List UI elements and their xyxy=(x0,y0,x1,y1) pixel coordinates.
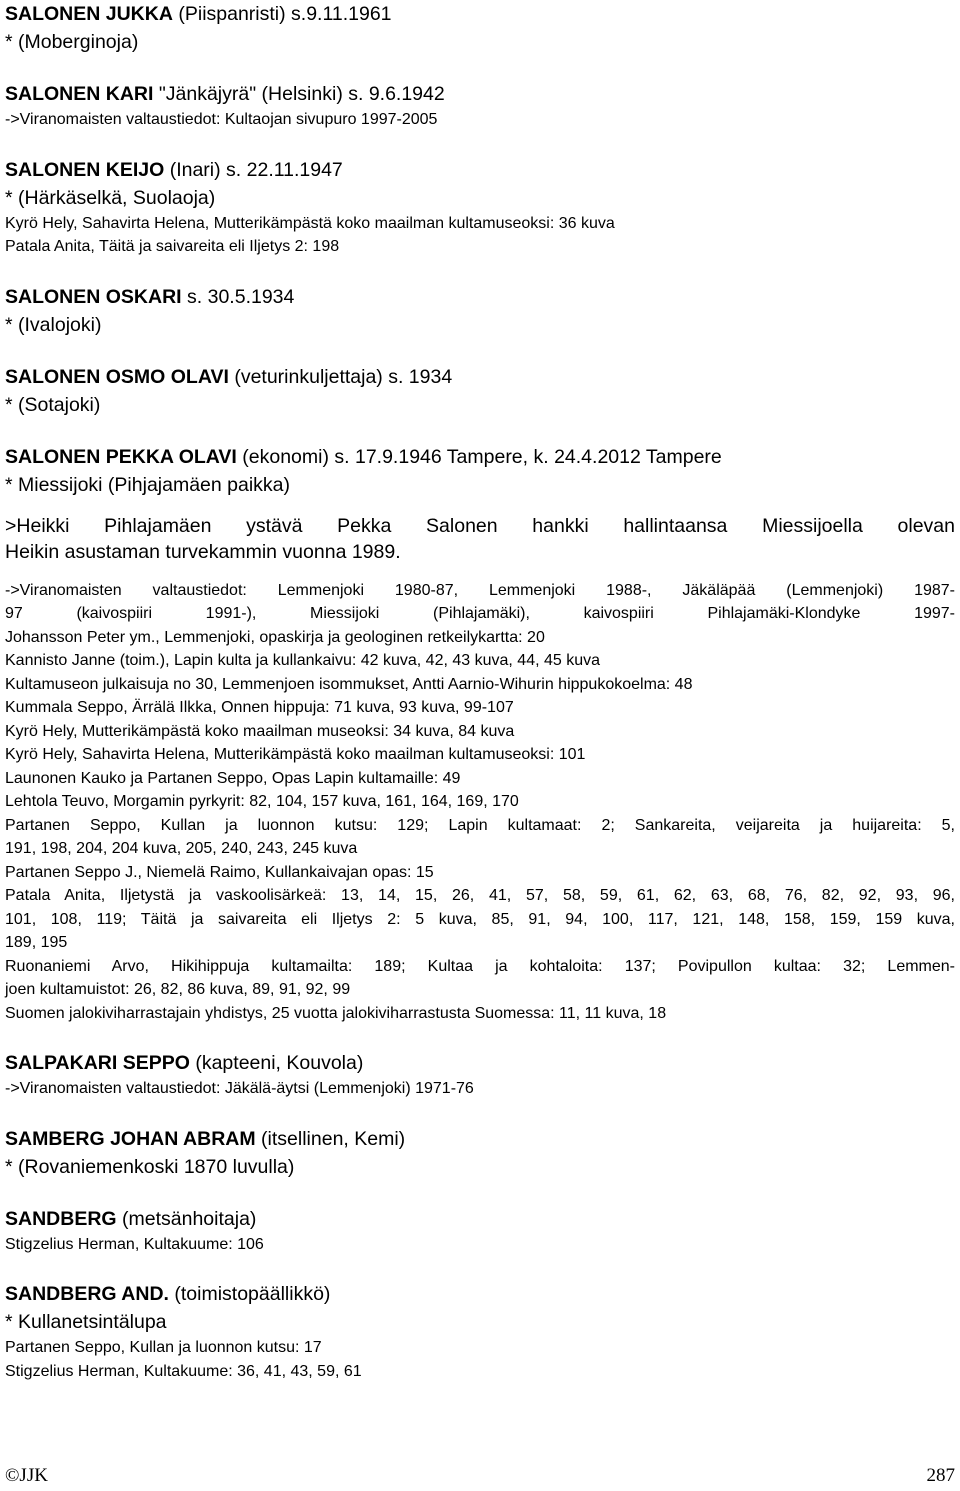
spacer xyxy=(5,499,955,513)
entry xyxy=(5,80,955,132)
page-content xyxy=(5,0,955,1383)
entry-heading xyxy=(5,283,955,311)
reference-line: Johansson Peter ym., Lemmenjoki, opaskirja ja geologinen retkeilykartta: 20 xyxy=(5,628,545,646)
entry xyxy=(5,1205,955,1257)
entry-heading xyxy=(5,443,955,471)
entry xyxy=(5,363,955,419)
reference-line: Launonen Kauko ja Partanen Seppo, Opas Lapin kultamaille: 49 xyxy=(5,769,461,787)
entry-details: (Inari) s. 22.11.1947 xyxy=(164,158,343,181)
reference-line: ->Viranomaisten valtaustiedot: Jäkälä-äytsi (Lemmenjoki) 1971-76 xyxy=(5,1080,474,1097)
reference-line: Kyrö Hely, Sahavirta Helena, Mutterikämpästä koko maailman kultamuseoksi: 101 xyxy=(5,746,586,763)
entry-gap xyxy=(5,1181,955,1205)
reference-line: 97 (kaivospiiri 1991-), Miessijoki (Pihlajamäki), kaivospiiri Pihlajamäki-Klondyke 1997- xyxy=(5,605,955,622)
entry-paragraph-line: Heikin asustaman turvekammin vuonna 1989. xyxy=(5,540,401,563)
reference-line: Partanen Seppo, Kullan ja luonnon kutsu: 17 xyxy=(5,1339,322,1356)
entry-details: (Piispanristi) s.9.11.1961 xyxy=(172,3,392,25)
entry-details: s. 30.5.1934 xyxy=(181,285,295,308)
entry-details: (toimistopäällikkö) xyxy=(168,1283,331,1305)
page-number: 287 xyxy=(926,1465,955,1486)
reference-line: Ruonaniemi Arvo, Hikihippuja kultamailta: 189; Kultaa ja kohtaloita: 137; Povipullon kultaa: 32; Lemmen- xyxy=(5,957,955,975)
entry-gap xyxy=(5,1025,955,1049)
entry xyxy=(5,156,955,259)
entry-gap xyxy=(5,1256,955,1280)
entry xyxy=(5,1049,955,1101)
reference-line: Partanen Seppo, Kullan ja luonnon kutsu: 129; Lapin kultamaat: 2; Sankareita, veijareita ja huijareita: 5, xyxy=(5,816,955,834)
entry-name: SALONEN OSMO OLAVI xyxy=(5,365,229,388)
entry-note: * (Sotajoki) xyxy=(5,393,101,416)
entry-heading xyxy=(5,1205,955,1233)
entry xyxy=(5,0,955,56)
entry-name: SAMBERG JOHAN ABRAM xyxy=(5,1127,256,1150)
reference-line: Kummala Seppo, Ärrälä Ilkka, Onnen hippuja: 71 kuva, 93 kuva, 99-107 xyxy=(5,699,514,716)
entry xyxy=(5,443,955,1026)
entry-heading xyxy=(5,0,955,28)
entry-details: "Jänkäjyrä" (Helsinki) s. 9.6.1942 xyxy=(153,83,445,105)
entry xyxy=(5,1280,955,1383)
reference-line: Stigzelius Herman, Kultakuume: 106 xyxy=(5,1235,264,1253)
entry-name: SALONEN KARI xyxy=(5,83,154,105)
entry-details: (metsänhoitaja) xyxy=(116,1207,257,1230)
reference-line: Kannisto Janne (toim.), Lapin kulta ja kullankaivu: 42 kuva, 42, 43 kuva, 44, 45 kuva xyxy=(5,652,601,669)
entry-details: (ekonomi) s. 17.9.1946 Tampere, k. 24.4.2012 Tampere xyxy=(236,445,722,468)
entry-heading xyxy=(5,80,955,108)
reference-line: Kyrö Hely, Mutterikämpästä koko maailman museoksi: 34 kuva, 84 kuva xyxy=(5,722,515,740)
page-footer xyxy=(5,1465,955,1491)
reference-line: ->Viranomaisten valtaustiedot: Kultaojan sivupuro 1997-2005 xyxy=(5,111,438,128)
entry-details: (itsellinen, Kemi) xyxy=(255,1127,406,1150)
reference-line: 189, 195 xyxy=(5,934,68,951)
entry-note: * Miessijoki (Pihjajamäen paikka) xyxy=(5,473,291,496)
entry-name: SALONEN JUKKA xyxy=(5,3,173,25)
reference-line: 191, 198, 204, 204 kuva, 205, 240, 243, 245 kuva xyxy=(5,840,358,857)
entry-gap xyxy=(5,419,955,443)
reference-line: Lehtola Teuvo, Morgamin pyrkyrit: 82, 104, 157 kuva, 161, 164, 169, 170 xyxy=(5,793,519,810)
entry-note: * (Rovaniemenkoski 1870 luvulla) xyxy=(5,1155,295,1178)
entry-details: (kapteeni, Kouvola) xyxy=(189,1052,364,1074)
reference-line: Partanen Seppo J., Niemelä Raimo, Kullankaivajan opas: 15 xyxy=(5,863,434,881)
reference-line: Kultamuseon julkaisuja no 30, Lemmenjoen isommukset, Antti Aarnio-Wihurin hippukokoelma: 48 xyxy=(5,675,693,693)
entry-paragraph-line: >Heikki Pihlajamäen ystävä Pekka Salonen hankki hallintaansa Miessijoella olevan xyxy=(5,514,955,537)
entry-heading xyxy=(5,1125,955,1153)
entry-gap xyxy=(5,339,955,363)
reference-line: joen kultamuistot: 26, 82, 86 kuva, 89, 91, 92, 99 xyxy=(5,981,351,998)
reference-line: Patala Anita, Täitä ja saivareita eli Iljetys 2: 198 xyxy=(5,238,340,255)
entry xyxy=(5,1125,955,1181)
entry-note: * (Härkäselkä, Suolaoja) xyxy=(5,186,216,209)
entry-gap xyxy=(5,1101,955,1125)
entry-heading xyxy=(5,156,955,184)
entry-note: * Kullanetsintälupa xyxy=(5,1311,167,1333)
entry-note: * (Ivalojoki) xyxy=(5,313,102,336)
copyright-text: ©JJK xyxy=(5,1465,48,1486)
entry-details: (veturinkuljettaja) s. 1934 xyxy=(228,365,453,388)
spacer xyxy=(5,565,955,579)
reference-line: Suomen jalokiviharrastajain yhdistys, 25 vuotta jalokiviharrastusta Suomessa: 11, 11 kuva, 18 xyxy=(5,1004,667,1022)
entry-name: SANDBERG xyxy=(5,1207,117,1230)
entry-name: SALONEN PEKKA OLAVI xyxy=(5,445,237,468)
entry-name: SALONEN OSKARI xyxy=(5,285,182,308)
reference-line: Kyrö Hely, Sahavirta Helena, Mutterikämpästä koko maailman kultamuseoksi: 36 kuva xyxy=(5,214,615,232)
entry-name: SALONEN KEIJO xyxy=(5,158,165,181)
entry-gap xyxy=(5,132,955,156)
entry-note: * (Moberginoja) xyxy=(5,31,139,53)
reference-line: Stigzelius Herman, Kultakuume: 36, 41, 43, 59, 61 xyxy=(5,1362,362,1380)
entry-name: SANDBERG AND. xyxy=(5,1283,169,1305)
reference-line: Patala Anita, Iljetystä ja vaskoolisärkeä: 13, 14, 15, 26, 41, 57, 58, 59, 61, 62, 63, 68, 76, 82, 92, 93, 96, xyxy=(5,887,955,904)
entry-gap xyxy=(5,259,955,283)
reference-line: ->Viranomaisten valtaustiedot: Lemmenjoki 1980-87, Lemmenjoki 1988-, Jäkäläpää (Lemmenjoki) 1987- xyxy=(5,581,955,599)
entry-heading xyxy=(5,363,955,391)
entry-gap xyxy=(5,56,955,80)
entry-name: SALPAKARI SEPPO xyxy=(5,1052,190,1074)
entry-heading xyxy=(5,1049,955,1077)
entry-heading xyxy=(5,1280,955,1308)
reference-line: 101, 108, 119; Täitä ja saivareita eli Iljetys 2: 5 kuva, 85, 91, 94, 100, 117, 121, 148, 158, 159, 159 kuva, xyxy=(5,910,955,928)
entry xyxy=(5,283,955,339)
